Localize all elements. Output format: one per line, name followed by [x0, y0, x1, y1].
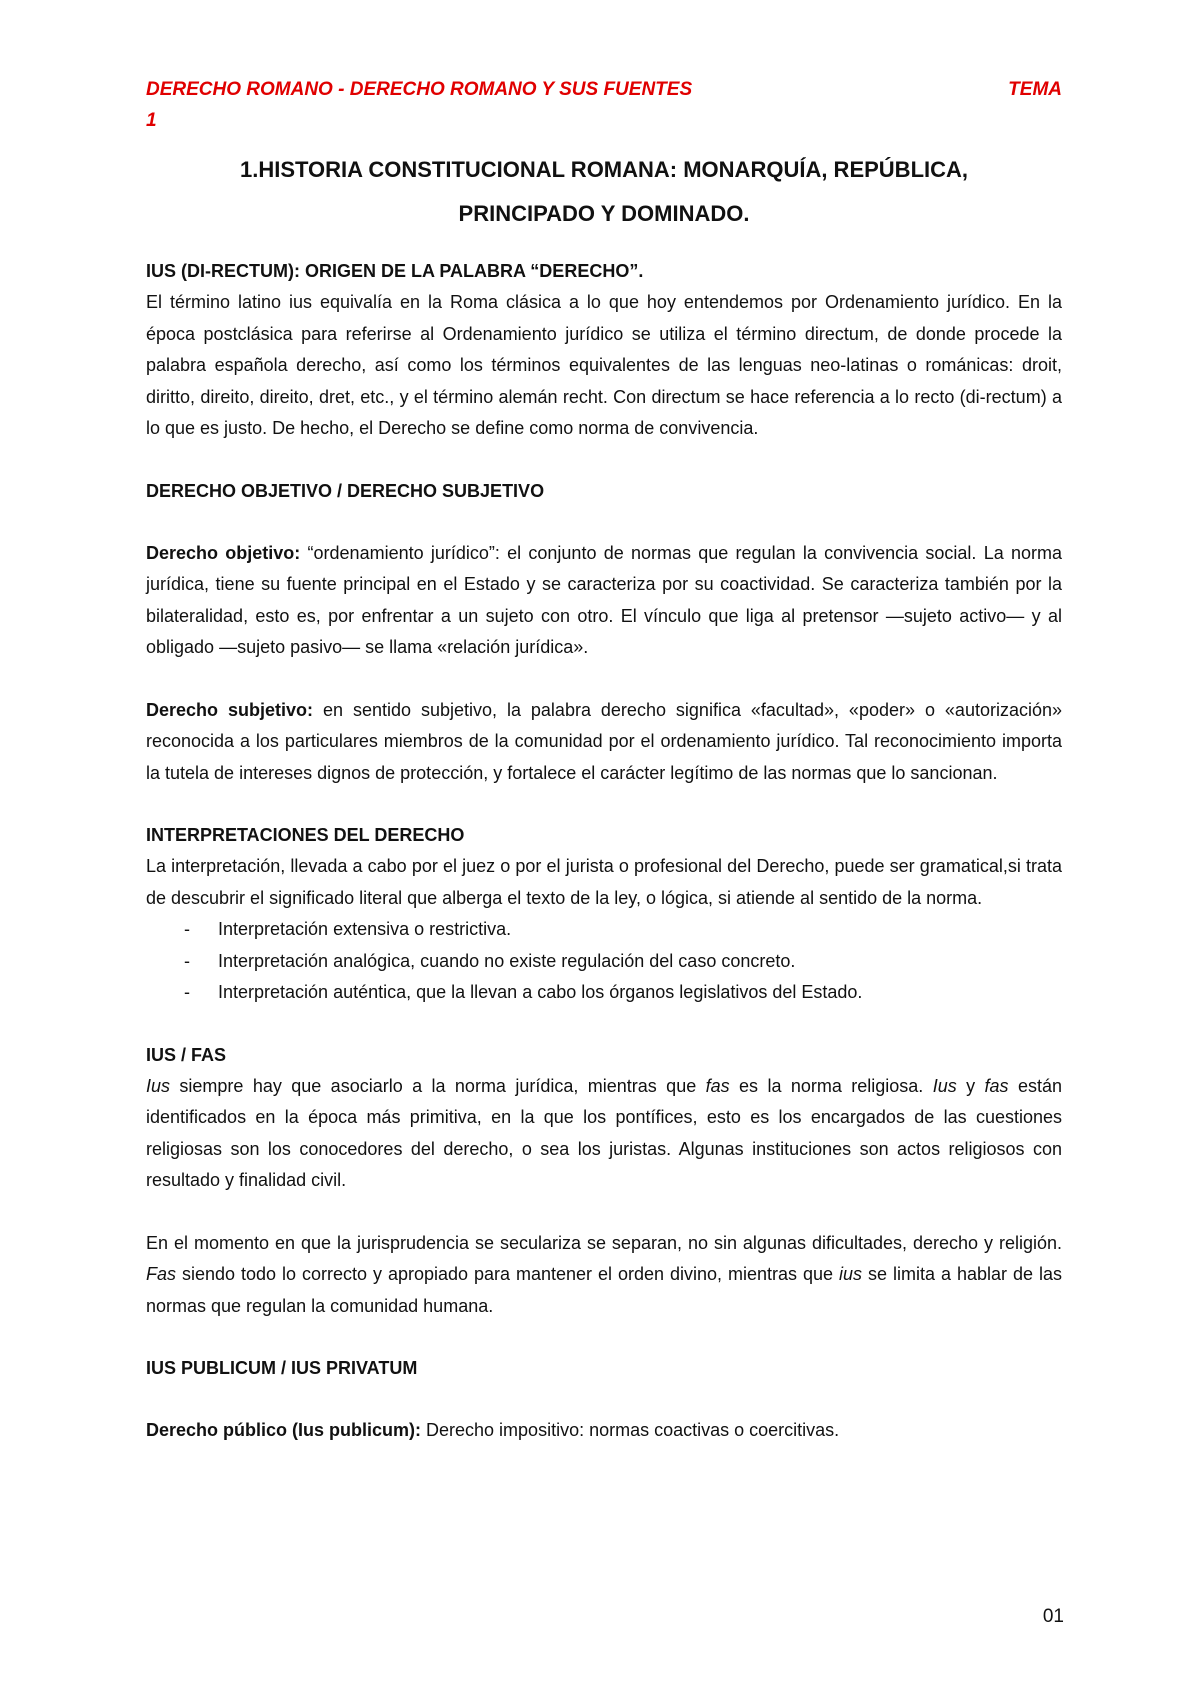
list-item	[146, 946, 1062, 978]
term-fas: Fas	[146, 1264, 177, 1284]
paragraph-ius-fas-1	[146, 1071, 1062, 1197]
page-header	[146, 74, 1062, 136]
term-fas: fas	[705, 1075, 730, 1096]
lead-derecho-objetivo: Derecho objetivo:	[146, 542, 301, 563]
heading-interpretaciones: INTERPRETACIONES DEL DERECHO	[146, 825, 465, 845]
heading-objetivo-subjetivo: DERECHO OBJETIVO / DERECHO SUBJETIVO	[146, 480, 545, 501]
list-item	[146, 977, 1062, 1009]
paragraph-derecho-objetivo	[146, 538, 1062, 664]
heading-publicum-privatum: IUS PUBLICUM / IUS PRIVATUM	[146, 1358, 418, 1378]
bullet-dash: -	[184, 982, 190, 1002]
text-run: En el momento en que la jurisprudencia se seculariza se separan, no sin algunas dificultades, derecho y religión.	[146, 1232, 1062, 1253]
text-run: se limita a hablar de las normas que regulan la comunidad humana.	[146, 1264, 1063, 1316]
text-run: siendo todo lo correcto y apropiado para mantener el orden divino, mientras que	[176, 1264, 840, 1284]
title-line-2: PRINCIPADO Y DOMINADO.	[458, 201, 750, 226]
text-derecho-objetivo: “ordenamiento jurídico”: el conjunto de normas que regulan la convivencia social. La norma jurídica, tiene su fuente principal en el Estado y se caracteriza por su coactividad. Se caracteriza también por la bilateralidad, esto es, por enfrentar a un sujeto con otro. El vínculo que liga al pretensor —sujeto activo— y al obligado —sujeto pasivo— se llama «relación jurídica».	[146, 542, 1062, 657]
term-ius: Ius	[146, 1075, 171, 1096]
bullet-dash: -	[184, 919, 190, 939]
term-fas: fas	[984, 1075, 1009, 1096]
lead-derecho-subjetivo: Derecho subjetivo:	[146, 699, 313, 720]
list-item	[146, 914, 1062, 946]
title-line-1: 1.HISTORIA CONSTITUCIONAL ROMANA: MONARQUÍA, REPÚBLICA,	[239, 157, 969, 182]
page-number: 01	[1042, 1606, 1064, 1627]
text-run: están identificados en la época más primitiva, en la que los pontífices, esto es los encargados de las cuestiones religiosas son los conocedores del derecho, o sea los juristas. Algunas instituciones son actos religiosos con resultado y finalidad civil.	[146, 1075, 1062, 1190]
text-run: siempre hay que asociarlo a la norma jurídica, mientras que	[170, 1075, 706, 1096]
paragraph-interpretaciones: La interpretación, llevada a cabo por el juez o por el jurista o profesional del Derecho, puede ser gramatical,si trata de descubrir el significado literal que alberga el texto de la ley, o lógica, si atiende al sentido de la norma.	[146, 856, 1062, 908]
term-ius: Ius	[932, 1075, 957, 1096]
text-derecho-subjetivo: en sentido subjetivo, la palabra derecho significa «facultad», «poder» o «autorización» reconocida a los particulares miembros de la comunidad por el ordenamiento jurídico. Tal reconocimiento importa la tutela de intereses dignos de protección, y fortalece el carácter legítimo de las normas que lo sancionan.	[146, 699, 1062, 783]
term-ius: ius	[839, 1264, 863, 1284]
header-number: 1	[146, 110, 157, 131]
bullet-dash: -	[184, 950, 190, 971]
heading-ius-fas: IUS / FAS	[146, 1044, 227, 1065]
heading-ius: IUS (DI-RECTUM): ORIGEN DE LA PALABRA “DERECHO”.	[146, 261, 644, 281]
paragraph-derecho-subjetivo	[146, 695, 1062, 790]
text-run: es la norma religiosa.	[729, 1075, 933, 1096]
interpretaciones-list	[146, 914, 1062, 1009]
list-item-text: Interpretación analógica, cuando no existe regulación del caso concreto.	[218, 950, 796, 971]
header-right: TEMA	[1008, 79, 1062, 100]
header-left: DERECHO ROMANO - DERECHO ROMANO Y SUS FUENTES	[146, 79, 693, 100]
text-run: y	[956, 1075, 985, 1096]
lead-derecho-publico: Derecho público (Ius publicum):	[146, 1420, 422, 1440]
paragraph-ius-fas-2	[146, 1228, 1062, 1323]
document-title	[146, 148, 1062, 236]
list-item-text: Interpretación extensiva o restrictiva.	[218, 919, 512, 939]
list-item-text: Interpretación auténtica, que la llevan a cabo los órganos legislativos del Estado.	[218, 982, 863, 1002]
paragraph-ius: El término latino ius equivalía en la Roma clásica a lo que hoy entendemos por Ordenamiento jurídico. En la época postclásica para referirse al Ordenamiento jurídico se utiliza el término directum, de donde procede la palabra española derecho, así como los términos equivalentes de las lenguas neo-latinas o románicas: droit, diritto, direito, direito, dret, etc., y el término alemán recht. Con directum se hace referencia a lo recto (di-rectum) a lo que es justo. De hecho, el Derecho se define como norma de convivencia.	[146, 292, 1062, 438]
text-derecho-publico: Derecho impositivo: normas coactivas o coercitivas.	[421, 1420, 840, 1440]
paragraph-derecho-publico	[146, 1415, 1062, 1447]
